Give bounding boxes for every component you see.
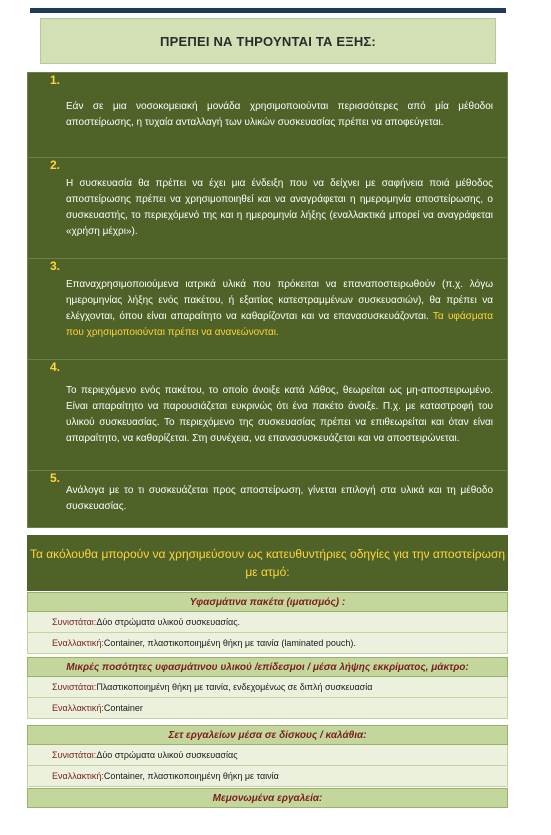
section-title: Υφασμάτινα πακέτα (ιματισμός) : <box>27 592 508 612</box>
rule-item-2 <box>27 157 508 259</box>
title-box <box>40 18 496 64</box>
section-single-instruments <box>27 788 508 808</box>
rule-number: 3. <box>50 259 61 273</box>
rule-item-1 <box>27 72 508 158</box>
intro-text: Τα ακόλουθα μπορούν να χρησιμεύσουν ως κατευθυντήριες οδηγίες για την αποστείρωση με ατμό: <box>29 547 506 579</box>
alternative-row: Εναλλακτική: Container <box>27 698 508 719</box>
alternative-row: Εναλλακτική: Container, πλαστικοποιημένη θήκη με ταινία <box>27 766 508 787</box>
rule-number: 5. <box>50 471 61 485</box>
section-instrument-sets <box>27 725 508 787</box>
recommended-row: Συνιστάται: Δύο στρώματα υλικού συσκευασίας. <box>27 612 508 633</box>
rule-text: Το περιεχόμενο ενός πακέτου, το οποίο άνοιξε κατά λάθος, θεωρείται ως μη-αποστειρωμένο. Είναι απαραίτητο να παρουσιάζεται ευκρινώς ότι ένα πακέτο άνοιξε. Π.χ. με καταστροφή του υλικού συσκευασίας. Το περιεχόμενο της συσκευασίας πρέπει να επιθεωρείται και όταν είναι απαραίτητο, να καθαρίζεται. Στη συνέχεια, να επανασυσκευάζεται και να αποστειρώνεται. <box>66 385 493 444</box>
rule-item-4 <box>27 359 508 471</box>
section-textile-packs <box>27 592 508 654</box>
section-small-textiles <box>27 657 508 719</box>
rule-number: 1. <box>50 73 61 87</box>
rule-number: 4. <box>50 360 61 374</box>
rule-item-5 <box>27 470 508 528</box>
alternative-row: Εναλλακτική: Container, πλαστικοποιημένη θήκη με ταινία (laminated pouch). <box>27 633 508 654</box>
rule-text: Η συσκευασία θα πρέπει να έχει μια ένδειξη που να δείχνει με σαφήνεια ποιά μέθοδος αποστείρωσης πρέπει να χρησιμοποιηθεί και να αναγράφεται η ημερομηνία αποστείρωσης, ο συσκευαστής, το περιεχόμενό της και η ημερομηνία λήξης (εναλλακτικά μπορεί να αναγράφεται «χρήση μέχρι»). <box>66 178 493 237</box>
rule-number: 2. <box>50 158 61 172</box>
rule-text: Εάν σε μια νοσοκομειακή μονάδα χρησιμοποιούνται περισσότερες από μία μέθοδοι αποστείρωσης, η τυχαία ανταλλαγή των υλικών συσκευασίας πρέπει να αποφεύγεται. <box>66 101 493 128</box>
section-title: Μικρές ποσότητες υφασμάτινου υλικού /επίδεσμοι / μέσα λήψης εκκρίματος, μάκτρο: <box>27 657 508 677</box>
intro-box <box>27 535 508 591</box>
rule-item-3 <box>27 258 508 360</box>
recommended-row: Συνιστάται: Πλαστικοποιημένη θήκη με ταινία, ενδεχομένως σε διπλή συσκευασία <box>27 677 508 698</box>
section-title: Μεμονωμένα εργαλεία: <box>27 788 508 808</box>
page-title: ΠΡΕΠΕΙ ΝΑ ΤΗΡΟΥΝΤΑΙ ΤΑ ΕΞΗΣ: <box>160 33 376 49</box>
rule-text: Επαναχρησιμοποιούμενα ιατρικά υλικά που πρόκειται να επαναποστειρωθούν (π.χ. λόγω ημερομηνίας λήξης ενός πακέτου, ή εξαιτίας κατεστραμμένων συσκευασιών), θα πρέπει να ελέγχονται, όπου είναι απαραίτητο να καθαρίζονται και να επανασυσκευάζονται. Τα υφάσματα που χρησιμοποιούνται πρέπει να ανανεώνονται. <box>66 279 493 338</box>
recommended-row: Συνιστάται: Δύο στρώματα υλικού συσκευασίας <box>27 745 508 766</box>
top-rule <box>30 8 506 13</box>
section-title: Σετ εργαλείων μέσα σε δίσκους / καλάθια: <box>27 725 508 745</box>
rule-text: Ανάλογα με το τι συσκευάζεται προς αποστείρωση, γίνεται επιλογή στα υλικά και τη μέθοδο συσκευασίας. <box>66 485 493 512</box>
rule-highlight: Τα υφάσματα που χρησιμοποιούνται πρέπει να ανανεώνονται. <box>66 311 493 338</box>
